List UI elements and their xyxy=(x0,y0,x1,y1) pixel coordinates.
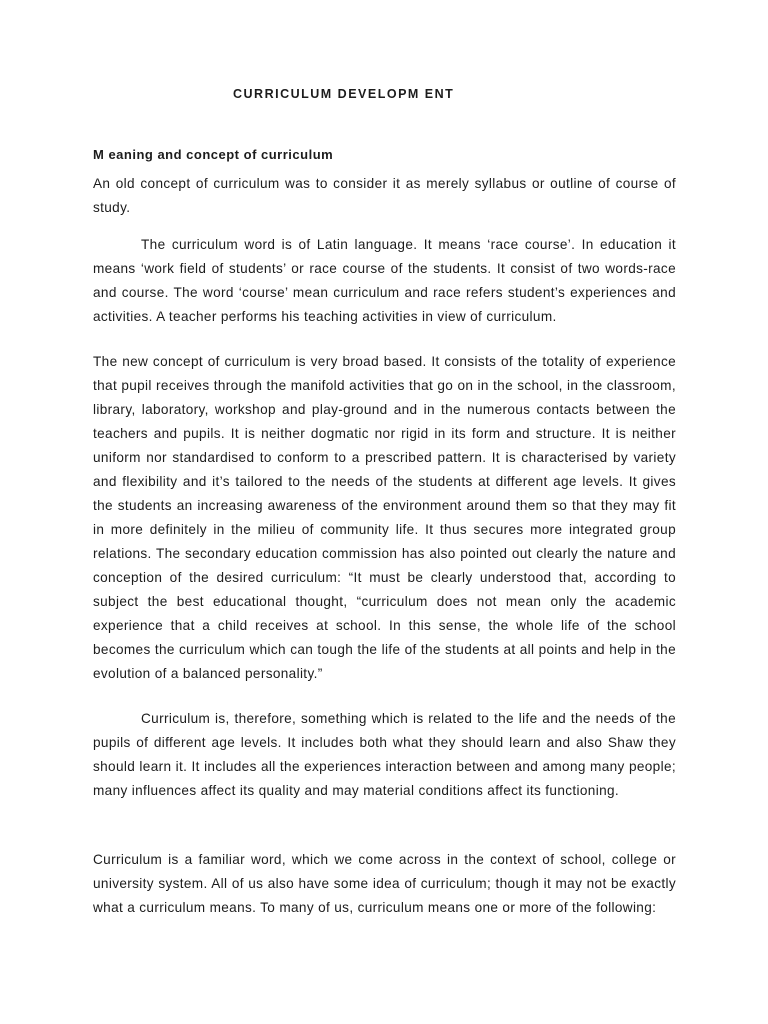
document-page xyxy=(93,0,676,1024)
paragraph-1: An old concept of curriculum was to consider it as merely syllabus or outline of course of study. xyxy=(93,176,676,215)
paragraph-4: Curriculum is, therefore, something which is related to the life and the needs of the pupils of different age levels. It includes both what they should learn and also Shaw they should learn it. It includes all the experiences interaction between and among many people; many influences affect its quality and may material conditions affect its functioning. xyxy=(93,711,676,798)
paragraph-2: The curriculum word is of Latin language. It means ‘race course’. In education it means ‘work field of students’ or race course of the students. It consist of two words-race and course. The word ‘course’ mean curriculum and race refers student’s experiences and activities. A teacher performs his teaching activities in view of curriculum. xyxy=(93,237,676,324)
section-heading: M eaning and concept of curriculum xyxy=(93,147,334,162)
paragraph-3: The new concept of curriculum is very broad based. It consists of the totality of experience that pupil receives through the manifold activities that go on in the school, in the classroom, library, laboratory, workshop and play-ground and in the numerous contacts between the teachers and pupils. It is neither dogmatic nor rigid in its form and structure. It is neither uniform nor standardised to conform to a prescribed pattern. It is characterised by variety and flexibility and it’s tailored to the needs of the students at different age levels. It gives the students an increasing awareness of the environment around them so that they may fit in more definitely in the milieu of community life. It thus secures more integrated group relations. The secondary education commission has also pointed out clearly the nature and conception of the desired curriculum: “It must be clearly understood that, according to subject the best educational thought, “curriculum does not mean only the academic experience that a child receives at school. In this sense, the whole life of the school becomes the curriculum which can tough the life of the students at all points and help in the evolution of a balanced personality.” xyxy=(93,354,676,681)
document-title: CURRICULUM DEVELOPM ENT xyxy=(233,87,455,101)
paragraph-5: Curriculum is a familiar word, which we come across in the context of school, college or university system. All of us also have some idea of curriculum; though it may not be exactly what a curriculum means. To many of us, curriculum means one or more of the following: xyxy=(93,852,676,915)
